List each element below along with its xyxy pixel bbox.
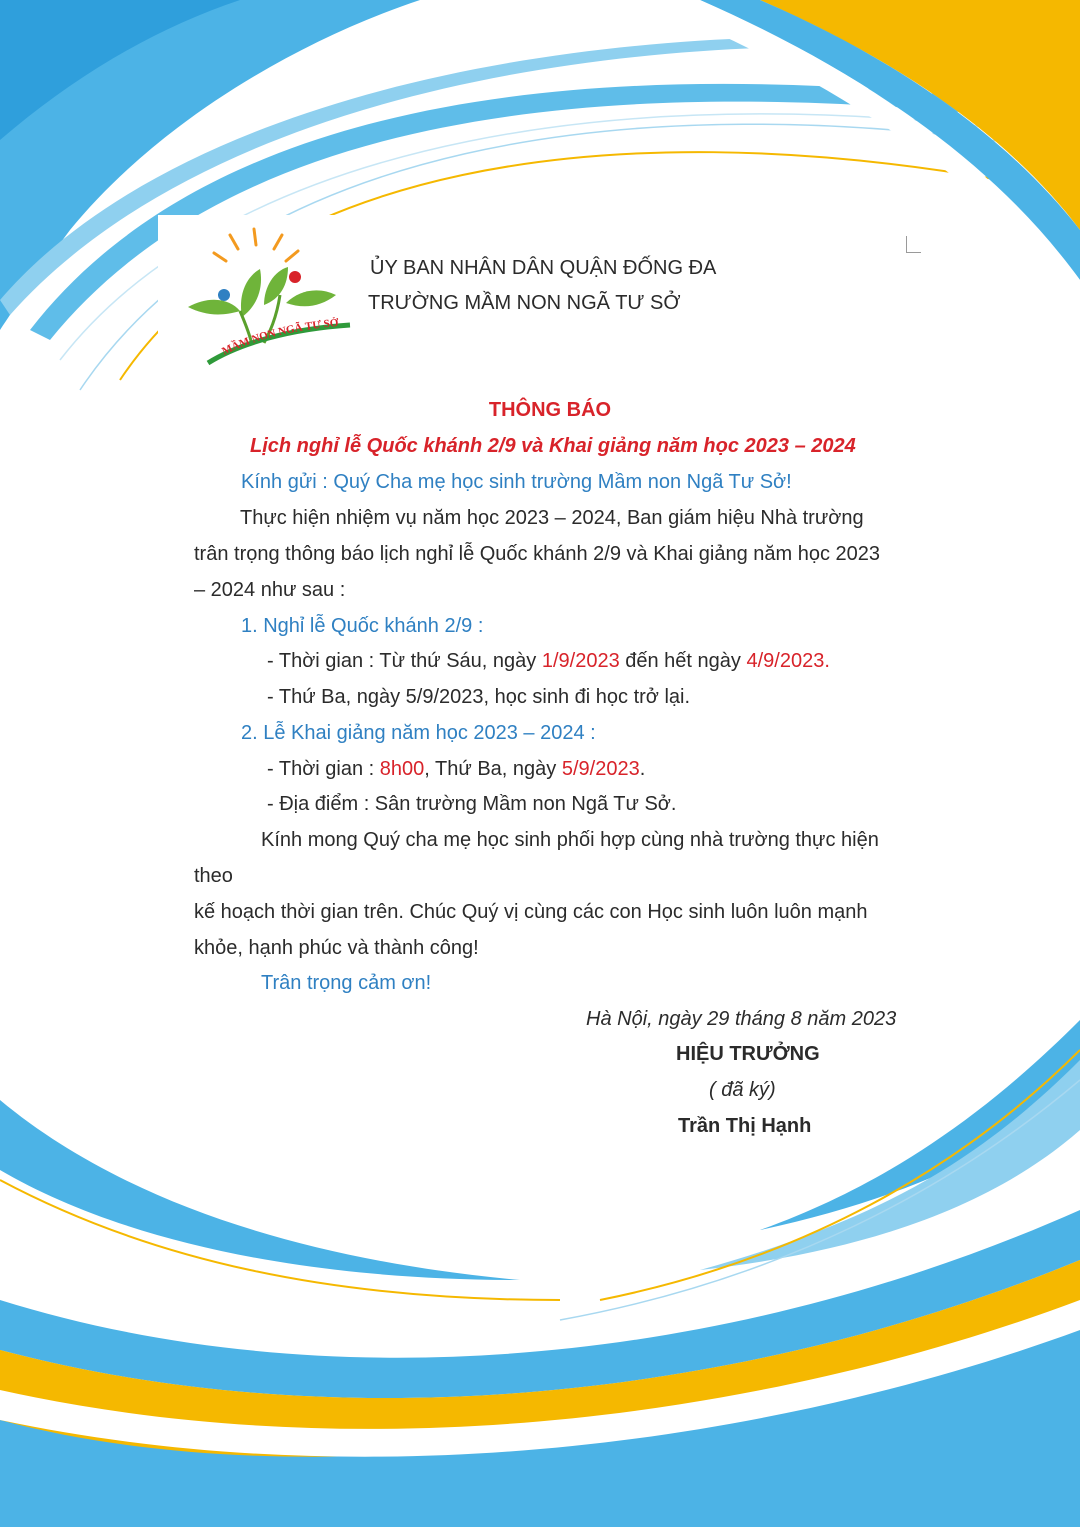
section2-time-date: 5/9/2023: [561, 758, 640, 780]
section1-time-start: 1/9/2023: [541, 650, 620, 672]
school-name: TRƯỜNG MẦM NON NGÃ TƯ SỞ: [368, 292, 681, 314]
signer-name: Trần Thị Hạnh: [678, 1115, 812, 1137]
section2-time-hour: 8h00: [379, 758, 425, 780]
intro-line-3: – 2024 như sau :: [194, 579, 346, 601]
section2-location: - Địa điểm : Sân trường Mầm non Ngã Tư Sở.: [267, 793, 677, 815]
section1-time-end: 4/9/2023.: [746, 650, 830, 672]
section2-time: [267, 757, 645, 781]
section1-time: [267, 649, 830, 673]
notice-subtitle: Lịch nghỉ lễ Quốc khánh 2/9 và Khai giảng năm học 2023 – 2024: [250, 435, 856, 457]
section2-time-suffix: .: [639, 758, 646, 780]
closing-line-2: theo: [194, 865, 233, 887]
greeting: Kính gửi : Quý Cha mẹ học sinh trường Mầm non Ngã Tư Sở!: [241, 471, 792, 493]
committee-name: ỦY BAN NHÂN DÂN QUẬN ĐỐNG ĐA: [370, 257, 717, 279]
logo-text: MẦM NON NGÃ TƯ SỞ: [220, 316, 339, 358]
notice-title: THÔNG BÁO: [488, 399, 612, 421]
section2-time-mid: , Thứ Ba, ngày: [424, 758, 562, 780]
school-logo: [180, 225, 360, 370]
section1-return: - Thứ Ba, ngày 5/9/2023, học sinh đi học trở lại.: [267, 686, 691, 708]
section2-heading: 2. Lễ Khai giảng năm học 2023 – 2024 :: [241, 722, 596, 744]
closing-line-4: khỏe, hạnh phúc và thành công!: [194, 937, 479, 959]
closing-line-3: kế hoạch thời gian trên. Chúc Quý vị cùng các con Học sinh luôn luôn mạnh: [194, 901, 868, 923]
intro-line-1: Thực hiện nhiệm vụ năm học 2023 – 2024, Ban giám hiệu Nhà trường: [240, 507, 864, 529]
place-date: Hà Nội, ngày 29 tháng 8 năm 2023: [586, 1008, 897, 1030]
signer-role: HIỆU TRƯỞNG: [676, 1043, 820, 1065]
section2-time-prefix: - Thời gian :: [267, 758, 380, 780]
section1-time-prefix: - Thời gian : Từ thứ Sáu, ngày: [267, 650, 542, 672]
section1-heading: 1. Nghỉ lễ Quốc khánh 2/9 :: [241, 615, 484, 637]
thanks: Trân trọng cảm ơn!: [261, 972, 432, 994]
signed-note: ( đã ký): [709, 1079, 776, 1101]
intro-line-2: trân trọng thông báo lịch nghỉ lễ Quốc khánh 2/9 và Khai giảng năm học 2023: [194, 543, 881, 565]
closing-line-1: Kính mong Quý cha mẹ học sinh phối hợp cùng nhà trường thực hiện: [261, 829, 879, 851]
corner-mark: [906, 236, 921, 253]
section1-time-mid: đến hết ngày: [619, 650, 747, 672]
